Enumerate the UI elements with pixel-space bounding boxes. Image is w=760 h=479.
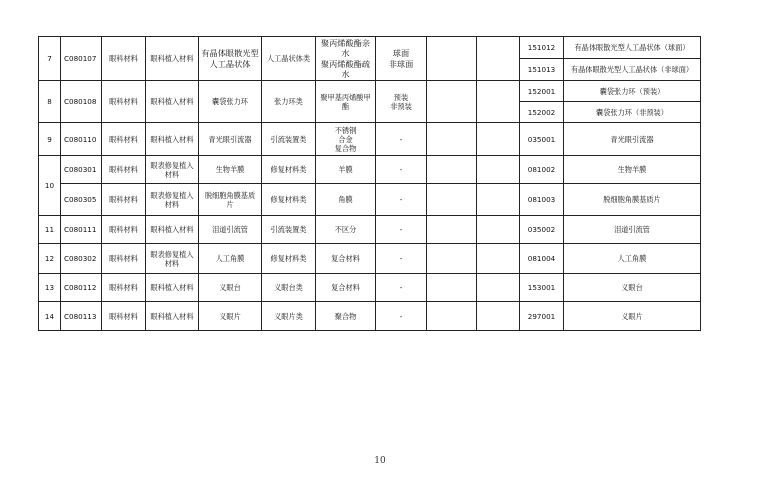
table-row <box>39 81 701 102</box>
row-number: 11 <box>39 216 61 244</box>
sub-name: 人工角膜 <box>564 244 701 274</box>
category-code: C080113 <box>61 302 102 331</box>
sub-code: 151013 <box>520 59 564 81</box>
category-code: C080111 <box>61 216 102 244</box>
product-name: 有晶体眼散光型 人工晶状体 <box>199 37 262 81</box>
sub-code: 035001 <box>520 123 564 156</box>
primary-category: 眼科材料 <box>102 37 146 81</box>
blank-cell <box>477 123 520 156</box>
table-row <box>39 274 701 302</box>
row-number: 7 <box>39 37 61 81</box>
product-type: 张力环类 <box>262 81 316 123</box>
table-row <box>39 216 701 244</box>
product-name: 青光眼引流器 <box>199 123 262 156</box>
blank-cell <box>427 302 477 331</box>
sub-name: 囊袋张力环（非预装） <box>564 102 701 123</box>
sub-name: 囊袋张力环（预装） <box>564 81 701 102</box>
blank-cell <box>477 244 520 274</box>
primary-category: 眼科材料 <box>102 274 146 302</box>
table-row <box>39 123 701 156</box>
sub-code: 153001 <box>520 274 564 302</box>
product-type: 修复材料类 <box>262 244 316 274</box>
row-number: 8 <box>39 81 61 123</box>
material: 聚丙烯酸酯亲水 聚丙烯酸酯疏水 <box>316 37 376 81</box>
blank-cell <box>427 184 477 216</box>
sub-name: 生物羊膜 <box>564 156 701 184</box>
sub-code: 081002 <box>520 156 564 184</box>
sub-name: 青光眼引流器 <box>564 123 701 156</box>
blank-cell <box>477 302 520 331</box>
blank-cell <box>427 216 477 244</box>
category-code: C080107 <box>61 37 102 81</box>
product-name: 脱细胞角膜基质 片 <box>199 184 262 216</box>
row-number: 12 <box>39 244 61 274</box>
product-type: 义眼台类 <box>262 274 316 302</box>
row-number: 13 <box>39 274 61 302</box>
primary-category: 眼科材料 <box>102 244 146 274</box>
secondary-category: 眼表修复植入 材料 <box>146 244 199 274</box>
specification: 预装 非预装 <box>376 81 427 123</box>
row-number: 10 <box>39 156 61 216</box>
product-name: 义眼台 <box>199 274 262 302</box>
sub-code: 151012 <box>520 37 564 59</box>
blank-cell <box>427 37 477 81</box>
blank-cell <box>477 156 520 184</box>
blank-cell <box>477 37 520 81</box>
sub-name: 脱细胞角膜基质片 <box>564 184 701 216</box>
primary-category: 眼科材料 <box>102 302 146 331</box>
primary-category: 眼科材料 <box>102 184 146 216</box>
specification: - <box>376 216 427 244</box>
category-code: C080112 <box>61 274 102 302</box>
product-type: 修复材料类 <box>262 156 316 184</box>
primary-category: 眼科材料 <box>102 216 146 244</box>
product-type: 义眼片类 <box>262 302 316 331</box>
secondary-category: 眼科植入材料 <box>146 274 199 302</box>
sub-name: 泪道引流管 <box>564 216 701 244</box>
category-code: C080305 <box>61 184 102 216</box>
product-name: 囊袋张力环 <box>199 81 262 123</box>
material: 复合材料 <box>316 274 376 302</box>
material: 角膜 <box>316 184 376 216</box>
sub-code: 152002 <box>520 102 564 123</box>
material: 聚甲基丙烯酸甲酯 <box>316 81 376 123</box>
category-code: C080110 <box>61 123 102 156</box>
product-name: 泪道引流管 <box>199 216 262 244</box>
specification: - <box>376 156 427 184</box>
product-name: 生物羊膜 <box>199 156 262 184</box>
secondary-category: 眼科植入材料 <box>146 216 199 244</box>
specification: 球面 非球面 <box>376 37 427 81</box>
sub-name: 义眼台 <box>564 274 701 302</box>
specification: - <box>376 244 427 274</box>
product-type: 引流装置类 <box>262 123 316 156</box>
category-code: C080108 <box>61 81 102 123</box>
secondary-category: 眼表修复植入 材料 <box>146 184 199 216</box>
sub-name: 义眼片 <box>564 302 701 331</box>
row-number: 9 <box>39 123 61 156</box>
category-code: C080302 <box>61 244 102 274</box>
secondary-category: 眼表修复植入 材料 <box>146 156 199 184</box>
blank-cell <box>477 184 520 216</box>
specification: - <box>376 123 427 156</box>
specification: - <box>376 274 427 302</box>
secondary-category: 眼科植入材料 <box>146 81 199 123</box>
material: 复合材料 <box>316 244 376 274</box>
blank-cell <box>477 81 520 123</box>
secondary-category: 眼科植入材料 <box>146 302 199 331</box>
blank-cell <box>477 274 520 302</box>
table-row <box>39 37 701 59</box>
material-classification-table <box>38 36 701 331</box>
specification: - <box>376 184 427 216</box>
primary-category: 眼科材料 <box>102 123 146 156</box>
product-type: 引流装置类 <box>262 216 316 244</box>
sub-code: 035002 <box>520 216 564 244</box>
table-row <box>39 244 701 274</box>
table-row <box>39 156 701 184</box>
sub-code: 081003 <box>520 184 564 216</box>
material: 聚合物 <box>316 302 376 331</box>
sub-name: 有晶体眼散光型人工晶状体（非球面） <box>564 59 701 81</box>
specification: - <box>376 302 427 331</box>
product-name: 义眼片 <box>199 302 262 331</box>
blank-cell <box>477 216 520 244</box>
sub-code: 152001 <box>520 81 564 102</box>
blank-cell <box>427 156 477 184</box>
blank-cell <box>427 244 477 274</box>
table-row <box>39 302 701 331</box>
primary-category: 眼科材料 <box>102 156 146 184</box>
secondary-category: 眼科植入材料 <box>146 123 199 156</box>
product-type: 人工晶状体类 <box>262 37 316 81</box>
material: 不区分 <box>316 216 376 244</box>
material: 羊膜 <box>316 156 376 184</box>
sub-code: 297001 <box>520 302 564 331</box>
secondary-category: 眼科植入材料 <box>146 37 199 81</box>
sub-code: 081004 <box>520 244 564 274</box>
page-number: 10 <box>374 456 386 466</box>
blank-cell <box>427 274 477 302</box>
product-name: 人工角膜 <box>199 244 262 274</box>
category-code: C080301 <box>61 156 102 184</box>
blank-cell <box>427 123 477 156</box>
primary-category: 眼科材料 <box>102 81 146 123</box>
blank-cell <box>427 81 477 123</box>
material: 不锈钢 合金 复合物 <box>316 123 376 156</box>
table-row <box>39 184 701 216</box>
row-number: 14 <box>39 302 61 331</box>
product-type: 修复材料类 <box>262 184 316 216</box>
sub-name: 有晶体眼散光型人工晶状体（球面） <box>564 37 701 59</box>
